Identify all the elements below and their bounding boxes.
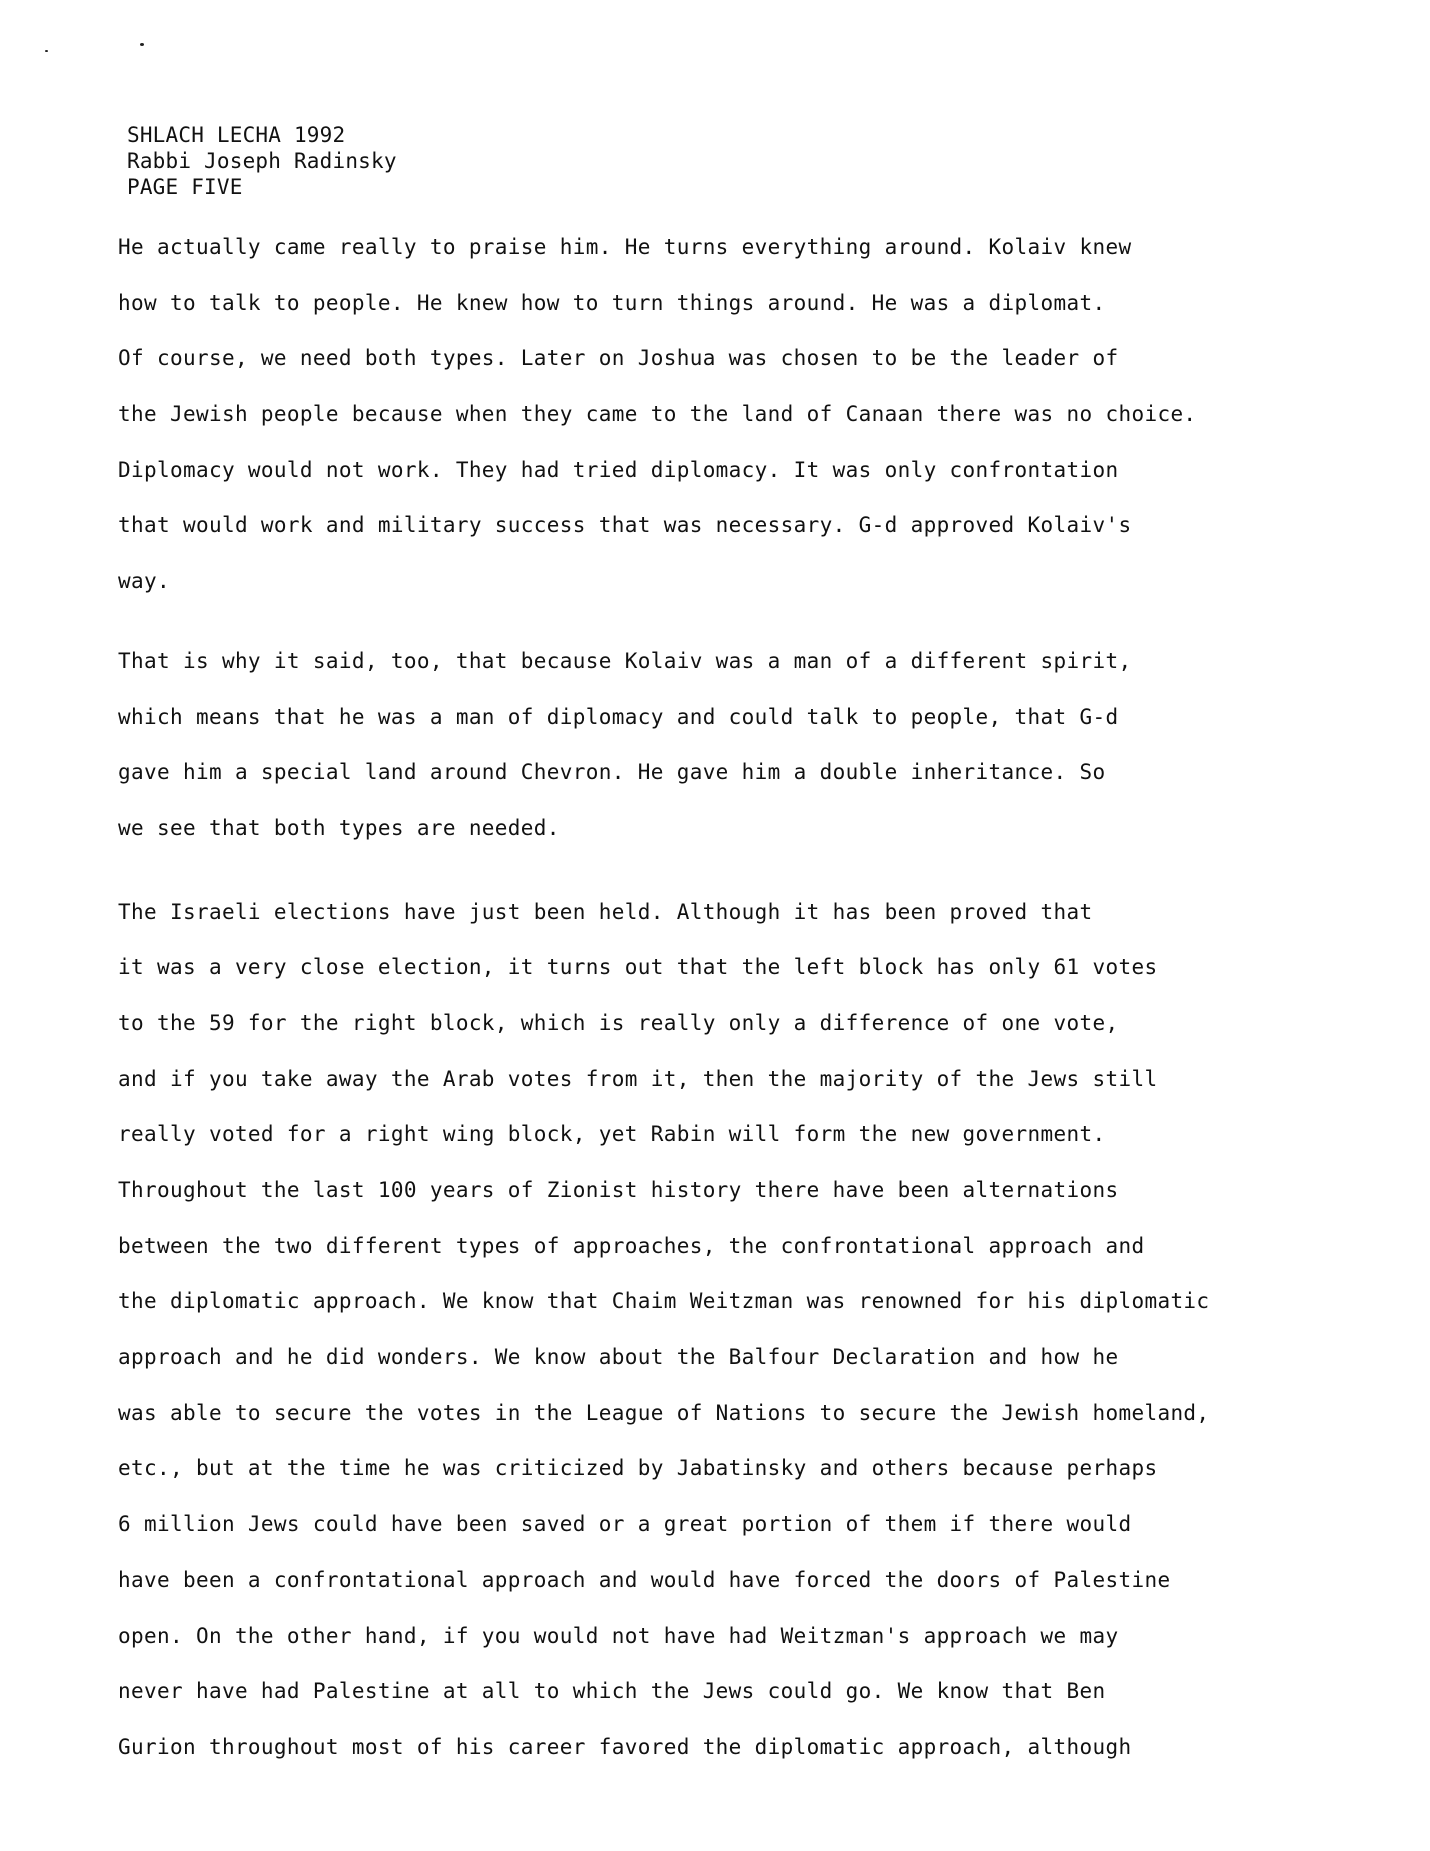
text-line: approach and he did wonders. We know about the Balfour Declaration and how he xyxy=(118,1345,1119,1370)
text-line: was able to secure the votes in the League of Nations to secure the Jewish homeland, xyxy=(118,1400,1210,1425)
text-line: between the two different types of approaches, the confrontational approach and xyxy=(118,1233,1145,1258)
text-line: Throughout the last 100 years of Zionist history there have been alternations xyxy=(118,1178,1119,1202)
sermon-title: SHLACH LECHA 1992 xyxy=(127,123,346,147)
text-line: way. xyxy=(118,569,170,594)
text-line: never have had Palestine at all to which the Jews could go. We know that Ben xyxy=(118,1679,1106,1704)
text-line: we see that both types are needed. xyxy=(118,815,560,840)
text-line: to the 59 for the right block, which is really only a difference of one vote, xyxy=(118,1010,1119,1035)
paragraph xyxy=(118,235,1268,625)
author-name: Rabbi Joseph Radinsky xyxy=(127,149,397,173)
paragraph-gap xyxy=(118,872,1268,900)
text-line: the Jewish people because when they came to the land of Canaan there was no choice. xyxy=(118,402,1197,427)
text-line: gave him a special land around Chevron. He gave him a double inheritance. So xyxy=(118,760,1106,785)
document-body xyxy=(118,235,1268,1791)
text-line: Of course, we need both types. Later on Joshua was chosen to be the leader of xyxy=(118,346,1119,371)
paragraph xyxy=(118,649,1268,872)
text-line: Diplomacy would not work. They had tried diplomacy. It was only confrontation xyxy=(118,457,1119,482)
page-label: PAGE FIVE xyxy=(127,175,243,199)
text-line: The Israeli elections have just been held. Although it has been proved that xyxy=(118,899,1093,924)
text-line: really voted for a right wing block, yet Rabin will form the new government. xyxy=(118,1122,1106,1147)
paragraph xyxy=(118,900,1268,1791)
text-line: have been a confrontational approach and would have forced the doors of Palestine xyxy=(118,1567,1171,1592)
text-line: that would work and military success that was necessary. G-d approved Kolaiv's xyxy=(118,513,1132,538)
text-line: how to talk to people. He knew how to turn things around. He was a diplomat. xyxy=(118,290,1106,315)
text-line: open. On the other hand, if you would not have had Weitzman's approach we may xyxy=(118,1623,1119,1648)
text-line: He actually came really to praise him. He turns everything around. Kolaiv knew xyxy=(118,235,1132,259)
scan-speck xyxy=(140,43,144,46)
document-header xyxy=(127,122,397,200)
text-line: which means that he was a man of diplomacy and could talk to people, that G-d xyxy=(118,704,1119,729)
text-line: That is why it said, too, that because Kolaiv was a man of a different spirit, xyxy=(118,648,1132,673)
text-line: etc., but at the time he was criticized by Jabatinsky and others because perhaps xyxy=(118,1456,1158,1481)
text-line: and if you take away the Arab votes from it, then the majority of the Jews still xyxy=(118,1066,1158,1091)
paragraph-gap xyxy=(118,625,1268,649)
scan-speck xyxy=(45,50,48,52)
text-line: 6 million Jews could have been saved or a great portion of them if there would xyxy=(118,1512,1132,1537)
text-line: the diplomatic approach. We know that Chaim Weitzman was renowned for his diplomatic xyxy=(118,1289,1210,1314)
text-line: Gurion throughout most of his career favored the diplomatic approach, although xyxy=(118,1734,1132,1759)
text-line: it was a very close election, it turns out that the left block has only 61 votes xyxy=(118,955,1158,980)
